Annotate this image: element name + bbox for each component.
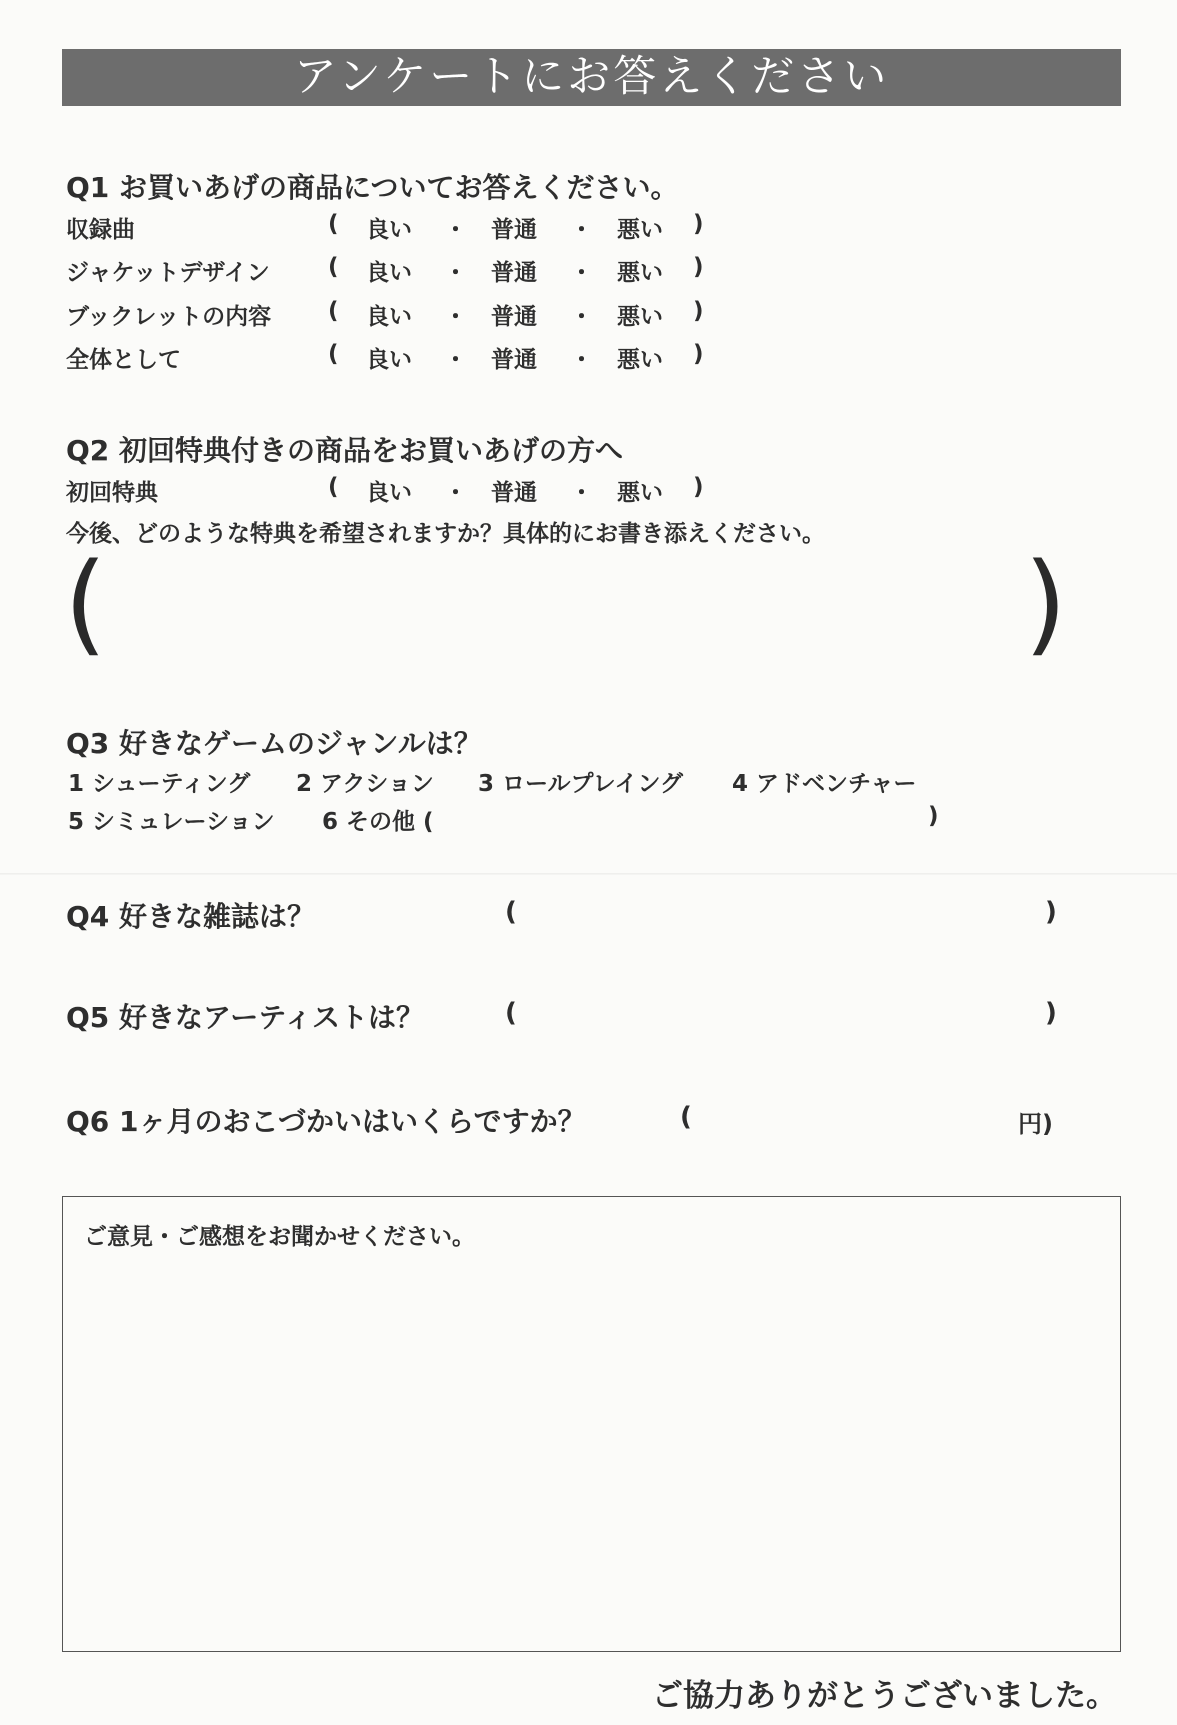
q1-row-overall (66, 341, 746, 371)
option-normal[interactable]: 普通 (491, 217, 537, 243)
separator-dot: ・ (444, 217, 467, 243)
separator-dot: ・ (570, 260, 593, 286)
q4-heading: Q4 好きな雑誌は？ (66, 900, 316, 933)
q4-answer-field[interactable] (530, 895, 1030, 931)
separator-dot: ・ (444, 480, 467, 506)
comments-box[interactable] (62, 1196, 1121, 1652)
q1-row-jacket-design (66, 254, 746, 284)
q2-row-bonus (66, 474, 746, 504)
q1-row-label: 全体として (66, 347, 181, 373)
option-bad[interactable]: 悪い (617, 347, 663, 373)
q1-row-label: ブックレットの内容 (66, 304, 272, 330)
close-paren: ) (693, 211, 704, 237)
separator-dot: ・ (444, 260, 467, 286)
option-normal[interactable]: 普通 (491, 304, 537, 330)
paper-fold-line (0, 873, 1177, 875)
q3-option-adventure[interactable]: 4 アドベンチャー (732, 771, 917, 797)
q5-heading: Q5 好きなアーティストは？ (66, 1001, 424, 1034)
q6-close-paren-yen: 円) (1018, 1110, 1053, 1138)
option-good[interactable]: 良い (366, 480, 412, 506)
q3-option-rpg[interactable]: 3 ロールプレイング (478, 771, 684, 797)
option-good[interactable]: 良い (366, 217, 412, 243)
close-paren: ) (693, 298, 704, 324)
q2-answer-area[interactable] (110, 560, 1010, 660)
q2-heading: Q2 初回特典付きの商品をお買いあげの方へ (66, 434, 624, 467)
q3-other-close-paren: ) (928, 803, 939, 829)
option-good[interactable]: 良い (366, 304, 412, 330)
q2-answer-close-paren: ) (1024, 539, 1067, 667)
q4-open-paren: ( (505, 897, 517, 927)
q6-answer-field[interactable] (705, 1100, 1005, 1136)
q3-option-action[interactable]: 2 アクション (296, 771, 434, 797)
q1-row-booklet (66, 298, 746, 328)
q5-open-paren: ( (505, 998, 517, 1028)
separator-dot: ・ (570, 347, 593, 373)
q3-option-simulation[interactable]: 5 シミュレーション (68, 809, 275, 835)
separator-dot: ・ (570, 480, 593, 506)
q5-close-paren: ) (1045, 998, 1057, 1028)
separator-dot: ・ (570, 217, 593, 243)
q1-row-tracks (66, 211, 746, 241)
option-normal[interactable]: 普通 (491, 480, 537, 506)
open-paren: ( (328, 298, 339, 324)
q3-option-shooting[interactable]: 1 シューティング (68, 771, 251, 797)
close-paren: ) (693, 474, 704, 500)
option-good[interactable]: 良い (366, 260, 412, 286)
open-paren: ( (328, 474, 339, 500)
q3-heading: Q3 好きなゲームのジャンルは？ (66, 727, 482, 760)
q1-heading: Q1 お買いあげの商品についてお答えください。 (66, 171, 679, 204)
separator-dot: ・ (444, 347, 467, 373)
survey-title-banner: アンケートにお答えください (62, 49, 1121, 106)
q6-open-paren: ( (680, 1102, 692, 1132)
q2-row-label: 初回特典 (66, 480, 158, 506)
option-bad[interactable]: 悪い (617, 217, 663, 243)
option-bad[interactable]: 悪い (617, 260, 663, 286)
q4-close-paren: ) (1045, 897, 1057, 927)
comments-label: ご意見・ご感想をお聞かせください。 (84, 1224, 475, 1250)
q6-heading: Q6 1ヶ月のおこづかいはいくらですか？ (66, 1105, 586, 1138)
close-paren: ) (693, 341, 704, 367)
option-bad[interactable]: 悪い (617, 480, 663, 506)
q1-row-label: ジャケットデザイン (66, 260, 270, 286)
thanks-message: ご協力ありがとうございました。 (652, 1678, 1117, 1714)
open-paren: ( (328, 254, 339, 280)
close-paren: ) (693, 254, 704, 280)
open-paren: ( (328, 341, 339, 367)
option-normal[interactable]: 普通 (491, 260, 537, 286)
q5-answer-field[interactable] (530, 996, 1030, 1032)
q2-prompt: 今後、どのような特典を希望されますか？具体的にお書き添えください。 (66, 521, 825, 547)
option-good[interactable]: 良い (366, 347, 412, 373)
q3-option-other[interactable]: 6 その他 ( (322, 809, 434, 835)
q1-row-label: 収録曲 (66, 217, 135, 243)
open-paren: ( (328, 211, 339, 237)
option-bad[interactable]: 悪い (617, 304, 663, 330)
separator-dot: ・ (570, 304, 593, 330)
q2-answer-open-paren: ( (64, 539, 107, 667)
separator-dot: ・ (444, 304, 467, 330)
option-normal[interactable]: 普通 (491, 347, 537, 373)
